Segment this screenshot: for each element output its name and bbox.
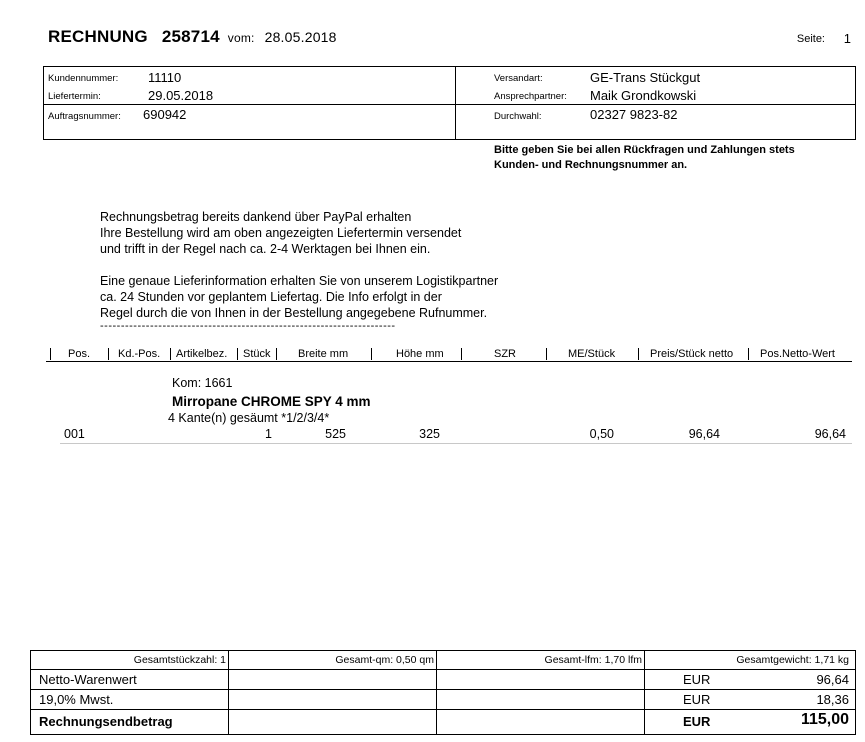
col-me: ME/Stück <box>568 348 616 360</box>
message-line: Rechnungsbetrag bereits dankend über PayPal erhalten <box>100 210 412 224</box>
item-me: 0,50 <box>589 427 614 441</box>
col-stueck: Stück <box>243 348 271 360</box>
ansprechpartner-label: Ansprechpartner: <box>494 91 567 102</box>
vom-label: vom: <box>227 31 255 45</box>
end-total-value: 115,00 <box>800 711 849 728</box>
invoice-date: 28.05.2018 <box>264 29 337 45</box>
kundennummer-label: Kundennummer: <box>48 73 119 84</box>
note-line-2: Kunden- und Rechnungsnummer an. <box>494 159 688 171</box>
kundennummer-value: 11110 <box>148 70 182 85</box>
netto-currency: EUR <box>683 672 711 687</box>
auftragsnummer-value: 690942 <box>143 107 187 122</box>
dashed-separator: ----------------------------------------------------------------------- <box>100 320 396 332</box>
end-total-currency: EUR <box>683 714 711 729</box>
payment-message <box>100 209 461 257</box>
liefertermin-label: Liefertermin: <box>48 91 101 102</box>
end-total-label: Rechnungsendbetrag <box>39 714 173 729</box>
versandart-label: Versandart: <box>494 73 543 84</box>
item-netto: 96,64 <box>814 427 846 441</box>
item-preis: 96,64 <box>688 427 720 441</box>
total-lfm: Gesamt-lfm: 1,70 lfm <box>544 654 642 666</box>
mwst-value: 18,36 <box>816 692 849 707</box>
item-name: Mirropane CHROME SPY 4 mm <box>172 394 371 409</box>
item-pos: 001 <box>64 427 85 441</box>
delivery-message <box>100 273 498 321</box>
item-table-header <box>46 347 852 362</box>
col-preis: Preis/Stück netto <box>650 348 734 360</box>
col-netto: Pos.Netto-Wert <box>760 348 835 360</box>
total-pieces: Gesamtstückzahl: 1 <box>133 654 226 666</box>
page-label: Seite: <box>796 33 825 45</box>
message-line: Ihre Bestellung wird am oben angezeigten Liefertermin versendet <box>100 226 462 240</box>
mwst-label: 19,0% Mwst. <box>39 692 114 707</box>
col-breite: Breite mm <box>298 348 349 360</box>
title-label: RECHNUNG <box>48 27 148 46</box>
invoice-number: 258714 <box>161 27 220 46</box>
reference-note <box>494 143 795 173</box>
totals-box <box>30 650 856 735</box>
col-artikel: Artikelbez. <box>176 348 228 360</box>
page-number: 1 <box>843 31 851 46</box>
item-divider <box>60 443 852 444</box>
item-hoehe: 325 <box>419 427 440 441</box>
total-qm: Gesamt-qm: 0,50 qm <box>335 654 434 666</box>
liefertermin-value: 29.05.2018 <box>148 88 214 103</box>
item-stueck: 1 <box>265 427 272 441</box>
auftragsnummer-label: Auftragsnummer: <box>48 111 121 122</box>
message-line: ca. 24 Stunden vor geplantem Liefertag. Die Info erfolgt in der <box>100 290 442 304</box>
col-kdpos: Kd.-Pos. <box>118 348 161 360</box>
versandart-value: GE-Trans Stückgut <box>590 70 701 85</box>
invoice-title <box>48 27 337 47</box>
item-detail: 4 Kante(n) gesäumt *1/2/3/4* <box>168 411 330 425</box>
message-line: und trifft in der Regel nach ca. 2-4 Werktagen bei Ihnen ein. <box>100 242 431 256</box>
netto-label: Netto-Warenwert <box>39 672 137 687</box>
mwst-currency: EUR <box>683 692 711 707</box>
netto-value: 96,64 <box>816 672 849 687</box>
note-line-1: Bitte geben Sie bei allen Rückfragen und Zahlungen stets <box>494 144 795 156</box>
col-pos: Pos. <box>68 348 91 360</box>
durchwahl-label: Durchwahl: <box>494 111 542 122</box>
item-breite: 525 <box>325 427 346 441</box>
item-kom: Kom: 1661 <box>172 376 233 390</box>
col-hoehe: Höhe mm <box>396 348 444 360</box>
durchwahl-value: 02327 9823-82 <box>590 107 678 122</box>
ansprechpartner-value: Maik Grondkowski <box>590 88 697 103</box>
total-weight: Gesamtgewicht: 1,71 kg <box>736 654 849 666</box>
header-info-box <box>43 66 856 140</box>
col-szr: SZR <box>494 348 516 360</box>
message-line: Eine genaue Lieferinformation erhalten Sie von unserem Logistikpartner <box>100 274 499 288</box>
message-line: Regel durch die von Ihnen in der Bestellung angegebene Rufnummer. <box>100 306 488 320</box>
